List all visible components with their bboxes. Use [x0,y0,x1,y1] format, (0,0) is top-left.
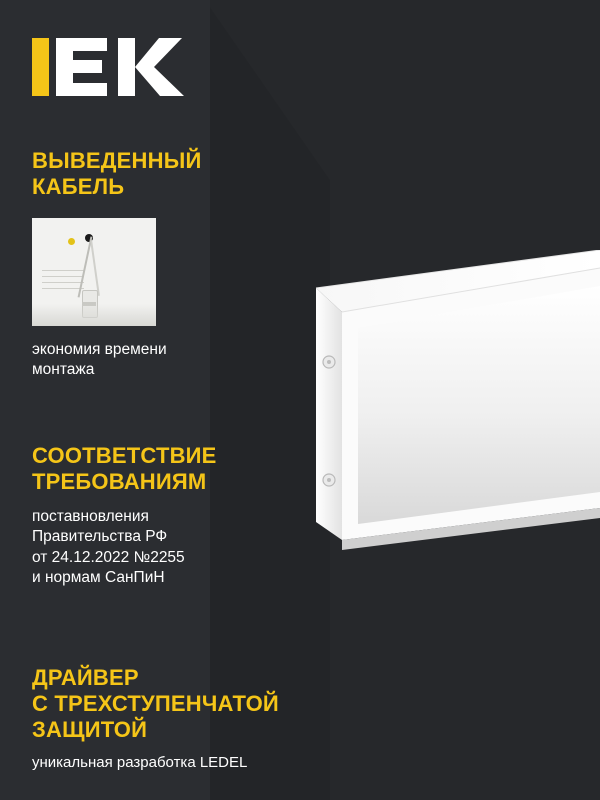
thumbnail-shadow [32,304,156,326]
iek-logo [32,38,192,96]
feature-compliance-subtext [32,507,332,589]
feature-compliance-heading-line1: СООТВЕТСТВИЕ [32,443,217,468]
feature-compliance-subtext-line3: от 24.12.2022 №2255 [32,548,185,566]
feature-cable-subtext-line2: монтажа [32,361,95,379]
led-panel-luminaire [300,250,600,570]
feature-compliance-heading [32,443,332,495]
feature-driver-heading-line3: ЗАЩИТОЙ [32,716,148,742]
feature-driver-heading-line2: С ТРЕХСТУПЕНЧАТОЙ [32,690,279,716]
feature-driver-heading-line1: ДРАЙВЕР [32,665,139,690]
feature-cable-heading-line2: КАБЕЛЬ [32,173,125,199]
feature-compliance-subtext-line4: и нормам СанПиН [32,569,165,587]
cable-photo-thumbnail [32,218,156,326]
feature-block-driver [32,665,332,773]
feature-block-cable [32,148,332,381]
feature-compliance-subtext-line1: поставновления [32,507,149,525]
thumbnail-wire-2 [90,240,100,296]
feature-cable-heading-line1: ВЫВЕДЕННЫЙ [32,148,202,173]
feature-cable-subtext [32,340,332,381]
feature-compliance-heading-line2: ТРЕБОВАНИЯМ [32,468,207,494]
feature-driver-heading [32,665,332,743]
feature-cable-heading [32,148,332,200]
feature-compliance-subtext-line2: Правительства РФ [32,528,168,546]
thumbnail-yellow-dot [68,238,75,245]
feature-driver-subtext: уникальная разработка LEDEL [32,753,248,771]
feature-block-compliance [32,443,332,589]
feature-cable-subtext-line1: экономия времени [32,340,167,358]
